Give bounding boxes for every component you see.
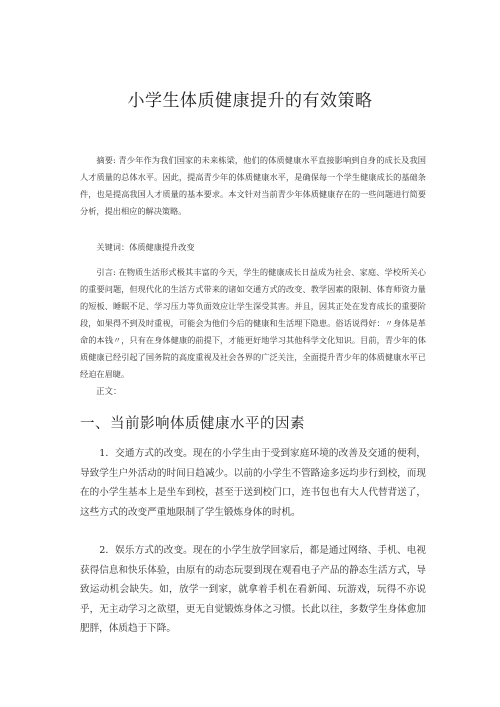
abstract-paragraph: 摘要: 青少年作为我们国家的未来栋梁，他们的体质健康水平直接影响到自身的成长及我国人才质量的总体水平。因此，提高青少年的体质健康水平，是确保每一个学生健康成长的基础条件，也是提高我国人才质量的基本要求。本文针对当前青少年体质健康存在的一些问题进行简要分析，提出相应的解决策略。 [80, 155, 426, 216]
keywords-line: 关键词：体质健康提升改变 [96, 242, 195, 252]
section-paragraph-1: 1．交通方式的改变。现在的小学生由于受到家庭环境的改善及交通的便利，导致学生户外活动的时间日趋减少。以前的小学生不管路途多远均步行到校，而现在的小学生基本上是坐车到校，甚至于送到校门口，连书包也有大人代替背送了，这些方式的改变严重地限制了学生锻炼身体的时机。 [80, 448, 426, 518]
document-title: 小学生体质健康提升的有效策略 [127, 91, 373, 111]
body-label: 正文： [96, 387, 122, 397]
introduction-paragraph: 引言: 在物质生活形式极其丰富的今天，学生的健康成长日益成为社会、家庭、学校所关心的重要问题，但现代化的生活方式带来的诸如交通方式的改变、教学因素的限制、体育师资力量的短板、睡眠不足、学习压力等负面效应让学生深受其害。并且，因其正处在发育成长的重要阶段，如果得不到及时重视，可能会为他们今后的健康和生活埋下隐患。俗话说得好：〃身体是革命的本钱〃，只有在身体健康的前提下，才能更好地学习其他科学文化知识。目前，青少年的体质健康已经引起了国务院的高度重视及社会各界的广泛关注，全面提升青少年的体质健康水平已经迫在眉睫。 [80, 267, 426, 379]
section-heading: 一、当前影响体质健康水平的因素 [80, 416, 305, 432]
section-paragraph-2: 2．娱乐方式的改变。现在的小学生放学回家后，都是通过网络、手机、电视获得信息和快乐体验，由原有的动态玩耍到现在观看电子产品的静态生活方式，导致运动机会缺失。如，放学一到家，就拿着手机在看新闻、玩游戏，玩得不亦说乎，无主动学习之欲望，更无自觉锻炼身体之习惯。长此以往，多数学生身体愈加肥胖，体质趋于下降。 [80, 545, 426, 635]
